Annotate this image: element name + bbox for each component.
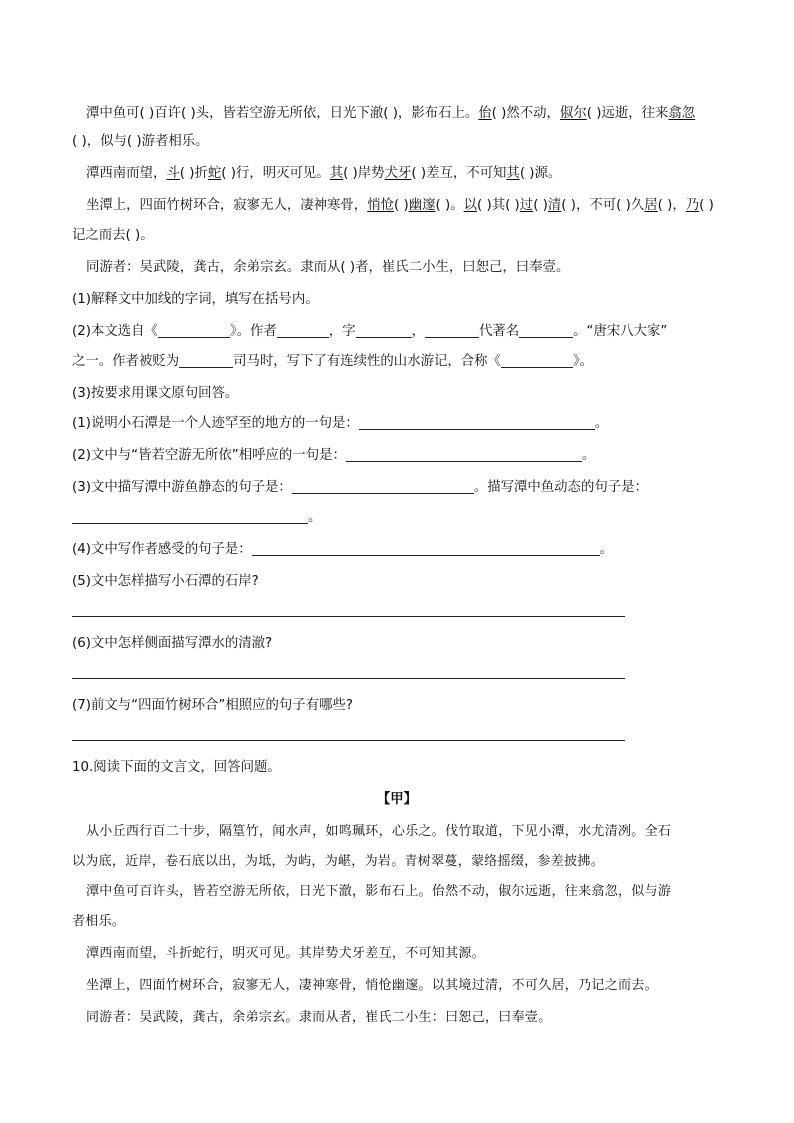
passage-jia-line: 潭西南而望，斗折蛇行，明灭可见。其岸势犬牙差互，不可知其源。 (86, 946, 486, 961)
text: 。描写潭中鱼动态的句子是： (473, 480, 648, 495)
question-3-3-line-2 (72, 508, 732, 528)
question-3-1 (72, 414, 732, 434)
passage-sitting-line-1 (86, 196, 746, 216)
underlined-word: 悄怆 (367, 198, 394, 213)
text: ( )。 (435, 198, 464, 213)
underlined-word: 以 (463, 198, 477, 213)
underlined-word: 其 (329, 166, 344, 181)
underlined-word: 居 (644, 198, 658, 213)
underlined-word: 其 (506, 166, 520, 181)
text: ( )然不动， (491, 106, 560, 121)
section-title: 【甲】 (376, 792, 418, 807)
passage-fish-line-2: ( )，似与( )游者相乐。 (72, 134, 209, 149)
question-1: (1)解释文中加线的字词，填写在括号内。 (72, 292, 319, 307)
text: ( )， (657, 198, 686, 213)
question-3-2 (72, 446, 732, 466)
text: ( )源。 (519, 166, 562, 181)
text: 代著名 (478, 324, 520, 339)
passage-jia-line: 同游者：吴武陵，龚古，余弟宗玄。隶而从者，崔氏二小生：曰恕己，曰奉壹。 (86, 1010, 552, 1025)
answer-line[interactable] (72, 740, 625, 741)
question-2-line-2 (72, 352, 732, 372)
text: ( )其( ) (476, 198, 520, 213)
answer-blank[interactable] (519, 323, 573, 338)
text: ( ) (699, 198, 714, 213)
answer-line[interactable] (72, 678, 625, 679)
question-3-3-line-1 (72, 478, 732, 498)
underlined-word: 蛇 (207, 166, 222, 181)
text: ( )折 (179, 166, 208, 181)
text: 潭西南而望， (86, 166, 167, 181)
text: 。 (581, 448, 596, 463)
text: 。 (594, 416, 609, 431)
text: 潭中鱼可( )百许( )头，皆若空游无所依，日光下澈( )，影布石上。 (86, 106, 479, 121)
text: (2)本文选自《 (72, 324, 158, 339)
answer-blank[interactable] (277, 323, 329, 338)
answer-blank[interactable] (158, 323, 230, 338)
answer-blank[interactable] (252, 541, 600, 556)
passage-jia-line: 者相乐。 (72, 914, 126, 929)
text: ( )岸势 (343, 166, 385, 181)
question-6: (6)文中怎样侧面描写潭水的清澈? (72, 636, 273, 651)
underlined-word: 俶尔 (559, 106, 587, 121)
underlined-word: 佁 (478, 106, 492, 121)
text: ( )，不可( )久 (561, 198, 645, 213)
underlined-word: 幽邃 (408, 198, 436, 213)
question-2-line-1 (72, 322, 732, 342)
text: ( )远逝，往来 (586, 106, 669, 121)
answer-blank[interactable] (359, 415, 595, 430)
text: 。 (308, 510, 322, 525)
answer-blank[interactable] (501, 353, 573, 368)
text: ，字 (328, 324, 356, 339)
question-7: (7)前文与“四面竹树环合”相照应的句子有哪些? (72, 698, 353, 713)
question-5: (5)文中怎样描写小石潭的石岸? (72, 574, 259, 589)
question-10: 10.阅读下面的文言文，回答问题。 (72, 760, 281, 775)
underlined-word: 乃 (685, 198, 700, 213)
passage-jia-line: 以为底，近岸，卷石底以出，为坻，为屿，为嵁，为岩。青树翠蔓，蒙络摇缀，参差披拂。 (72, 854, 605, 869)
question-3-4 (72, 540, 732, 560)
passage-fish-line-1 (86, 104, 746, 124)
underlined-word: 翕忽 (668, 106, 696, 121)
answer-blank[interactable] (425, 323, 479, 338)
answer-blank[interactable] (292, 479, 474, 494)
text: 之一。作者被贬为 (72, 354, 180, 369)
text: ( ) (393, 198, 409, 213)
underlined-word: 犬牙 (384, 166, 412, 181)
text: 司马时，写下了有连续性的山水游记，合称《 (233, 354, 501, 369)
text: 坐潭上，四面竹树环合，寂寥无人，凄神寒骨， (86, 198, 368, 213)
passage-jia-line: 潭中鱼可百许头，皆若空游无所依，日光下澈，影布石上。佁然不动，俶尔远逝，往来翕忽，似与游 (86, 884, 672, 899)
answer-blank[interactable] (179, 353, 233, 368)
passage-companions-line: 同游者：吴武陵，龚古，余弟宗玄。隶而从( )者，崔氏二小生，曰恕己，曰奉壹。 (86, 260, 570, 275)
text: ， (411, 324, 425, 339)
text: 。“唐宋八大家” (573, 324, 668, 339)
answer-blank[interactable] (72, 509, 308, 524)
underlined-word: 过 (519, 198, 534, 213)
passage-sitting-line-2: 记之而去( )。 (72, 228, 154, 243)
text: 。 (599, 542, 614, 557)
passage-stream-line (86, 164, 746, 184)
underlined-word: 清 (547, 198, 562, 213)
text: (4)文中写作者感受的句子是： (72, 542, 252, 557)
text: ( ) (533, 198, 548, 213)
text: (2)文中与“皆若空游无所依”相呼应的一句是： (72, 448, 346, 463)
text: ( )行，明灭可见。 (221, 166, 330, 181)
passage-jia-line: 坐潭上，四面竹树环合，寂寥无人，凄神寒骨，悄怆幽邃。以其境过清，不可久居，乃记之而去。 (86, 978, 658, 993)
question-3: (3)按要求用课文原句回答。 (72, 386, 239, 401)
answer-blank[interactable] (356, 323, 412, 338)
text: (1)说明小石潭是一个人迹罕至的地方的一句是： (72, 416, 359, 431)
text: ( )差互，不可知 (411, 166, 507, 181)
answer-blank[interactable] (346, 447, 582, 462)
text: 》。作者 (229, 324, 277, 339)
text: 》。 (572, 354, 594, 369)
answer-line[interactable] (72, 616, 625, 617)
underlined-word: 斗 (166, 166, 180, 181)
text: (3)文中描写潭中游鱼静态的句子是： (72, 480, 292, 495)
passage-jia-line: 从小丘西行百二十步，隔篁竹，闻水声，如鸣珮环，心乐之。伐竹取道，下见小潭，水尤清冽。全石 (86, 824, 672, 839)
